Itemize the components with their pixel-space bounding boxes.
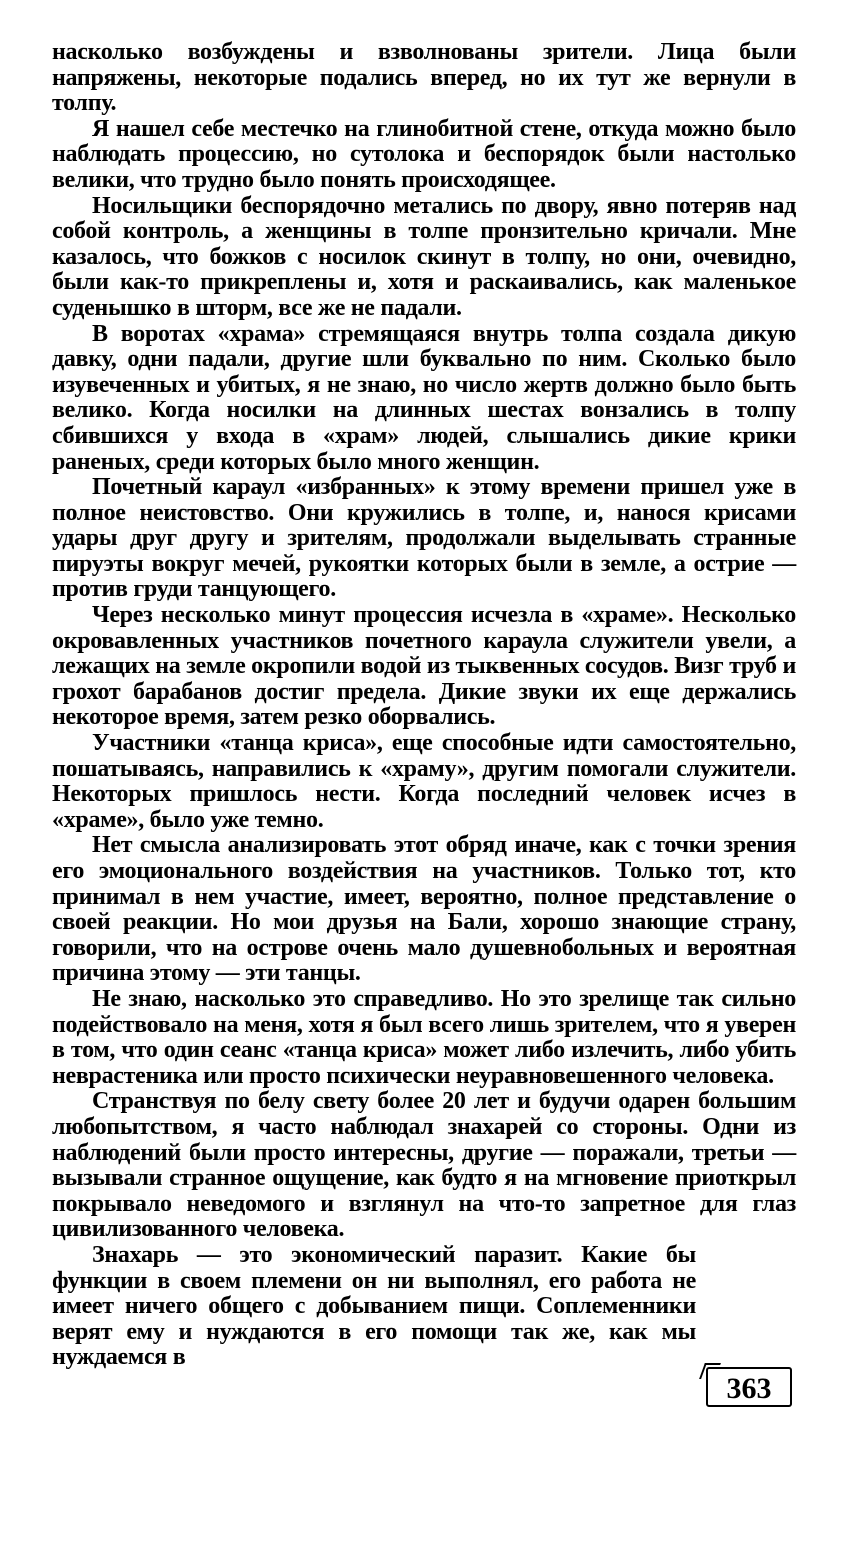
paragraph: Знахарь — это экономический паразит. Какие бы функции в своем племени он ни выполнял, его работа не имеет ничего общего с добыванием пищи. Соплеменники верят ему и нуждаются в его помощи так же, как мы нуждаемся в <box>52 1241 696 1371</box>
paragraph: Участники «танца криса», еще способные идти самостоятельно, пошатываясь, направились к «храму», другим помогали служители. Некоторых пришлось нести. Когда последний человек исчез в «храме», было уже темно. <box>52 730 796 833</box>
page-number: 363 <box>706 1367 792 1407</box>
paragraph: Почетный караул «избранных» к этому времени пришел уже в полное неистовство. Они кружились в толпе, и, нанося крисами удары друг другу и зрителям, продолжали выделывать странные пируэты вокруг мечей, рукоятки которых были в земле, а острие — против груди танцующего. <box>52 474 796 603</box>
paragraph: Носильщики беспорядочно метались по двору, явно потеряв над собой контроль, а женщины в толпе пронзительно кричали. Мне казалось, что божков с носилок скинут в толпу, но они, очевидно, были как-то прикреплены и, хотя и раскаивались, как маленькое суденышко в шторм, все же не падали. <box>52 192 796 321</box>
paragraph: Странствуя по белу свету более 20 лет и будучи одарен большим любопытством, я часто наблюдал знахарей со стороны. Одни из наблюдений были просто интересны, другие — поражали, третьи — вызывали странное ощущение, как будто я на мгновение приоткрыл покрывало неведомого и взглянул на что-то запретное для глаз цивилизованного человека. <box>52 1088 796 1243</box>
paragraph: Через несколько минут процессия исчезла в «храме». Несколько окровавленных участников почетного караула служители увели, а лежащих на земле окропили водой из тыквенных сосудов. Визг труб и грохот барабанов достиг предела. Дикие звуки их еще держались некоторое время, затем резко оборвались. <box>52 602 796 731</box>
paragraph: насколько возбуждены и взволнованы зрители. Лица были напряжены, некоторые подались вперед, но их тут же вернули в толпу. <box>52 39 796 117</box>
page-body <box>52 40 796 1371</box>
paragraph: В воротах «храма» стремящаяся внутрь толпа создала дикую давку, одни падали, другие шли буквально по ним. Сколько было изувеченных и убитых, я не знаю, но число жертв должно было быть велико. Когда носилки на длинных шестах вонзались в толпу сбившихся у входа в «храм» людей, слышались дикие крики раненых, среди которых было много женщин. <box>52 320 796 475</box>
paragraph: Я нашел себе местечко на глинобитной стене, откуда можно было наблюдать процессию, но сутолока и беспорядок были настолько велики, что трудно было понять происходящее. <box>52 115 796 193</box>
paragraph: Нет смысла анализировать этот обряд иначе, как с точки зрения его эмоционального воздействия на участников. Только тот, кто принимал в нем участие, имеет, вероятно, полное представление о своей реакции. Но мои друзья на Бали, хорошо знающие страну, говорили, что на острове очень мало душевнобольных и вероятная причина этому — эти танцы. <box>52 832 796 987</box>
last-paragraph-wrap <box>52 1243 796 1371</box>
paragraph: Не знаю, насколько это справедливо. Но это зрелище так сильно подействовало на меня, хотя я был всего лишь зрителем, что я уверен в том, что один сеанс «танца криса» может либо излечить, либо убить неврастеника или просто психически неуравновешенного человека. <box>52 985 796 1089</box>
